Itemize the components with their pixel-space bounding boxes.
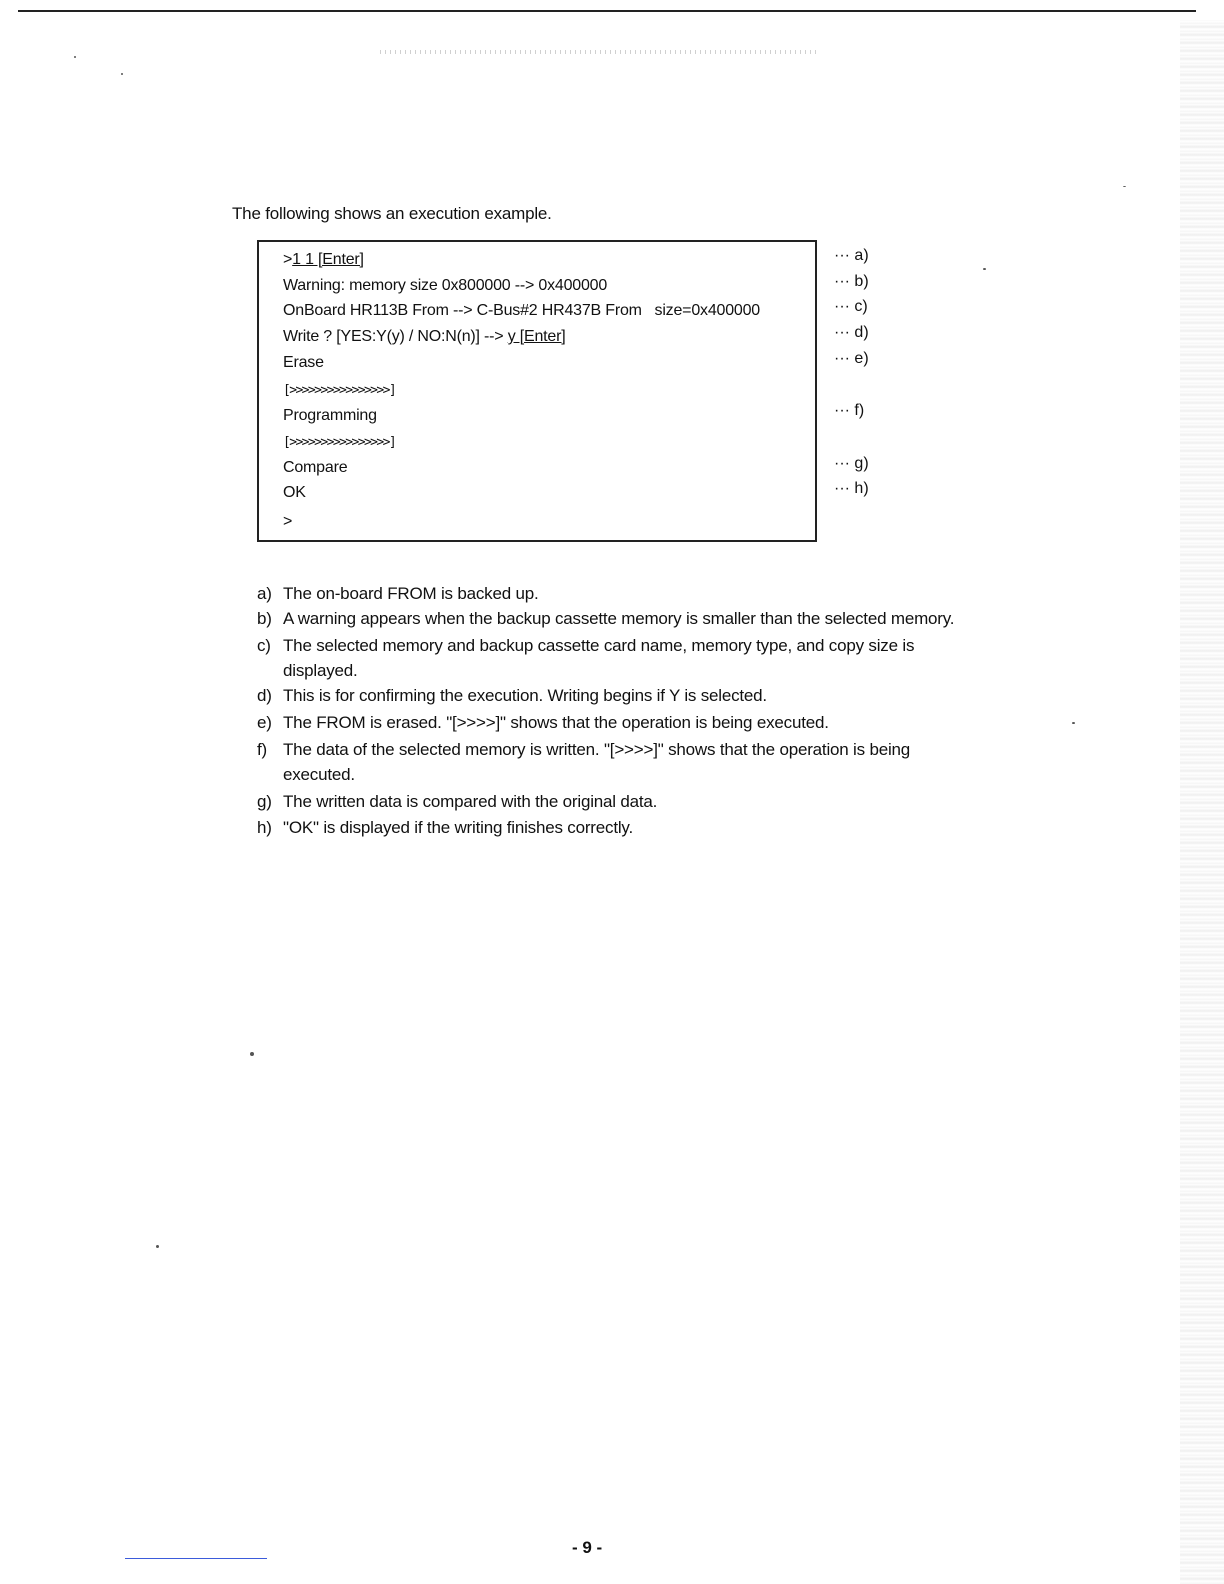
note-text: The written data is compared with the original data. bbox=[283, 792, 658, 811]
note-letter: g) bbox=[257, 792, 272, 811]
intro-text: The following shows an execution example. bbox=[232, 204, 552, 223]
scan-edge-shading bbox=[1180, 20, 1224, 1584]
note-b bbox=[257, 606, 1037, 631]
scan-speck bbox=[983, 268, 986, 270]
console-line-warning: Warning: memory size 0x800000 --> 0x400000 bbox=[283, 277, 608, 294]
marker-a: ··· a) bbox=[834, 247, 869, 264]
note-letter: h) bbox=[257, 818, 272, 837]
console-line-programming-progress: [>>>>>>>>>>>>>>>>] bbox=[283, 435, 396, 450]
note-letter: c) bbox=[257, 636, 271, 655]
note-text: "OK" is displayed if the writing finishes correctly. bbox=[283, 818, 633, 837]
console-example-box bbox=[257, 240, 817, 542]
note-letter: d) bbox=[257, 686, 272, 705]
note-c bbox=[257, 633, 1037, 683]
console-confirm-prompt: Write ? [YES:Y(y) / NO:N(n)] --> bbox=[283, 328, 508, 345]
note-text: This is for confirming the execution. Writing begins if Y is selected. bbox=[283, 686, 767, 705]
console-prompt: > bbox=[283, 251, 293, 268]
note-g bbox=[257, 789, 1037, 814]
note-text: The data of the selected memory is written. "[>>>>]" shows that the operation is being executed. bbox=[283, 740, 911, 784]
console-confirm-input: y [Enter] bbox=[507, 328, 566, 345]
console-line-ok: OK bbox=[283, 484, 306, 501]
scan-speck bbox=[1072, 722, 1075, 724]
marker-h: ··· h) bbox=[834, 480, 869, 497]
scan-speck bbox=[121, 73, 123, 75]
note-letter: e) bbox=[257, 713, 272, 732]
note-letter: a) bbox=[257, 584, 272, 603]
marker-c: ··· c) bbox=[834, 298, 868, 315]
note-f bbox=[257, 737, 1037, 787]
console-line-erase: Erase bbox=[283, 354, 324, 371]
note-text: The on-board FROM is backed up. bbox=[283, 584, 539, 603]
console-line-copy-info: OnBoard HR113B From --> C-Bus#2 HR437B From size=0x400000 bbox=[283, 302, 761, 319]
note-letter: f) bbox=[257, 740, 267, 759]
scan-speck bbox=[250, 1052, 254, 1056]
console-line-confirm bbox=[283, 328, 565, 346]
console-line-programming: Programming bbox=[283, 407, 377, 424]
scan-speck bbox=[74, 56, 76, 58]
note-text: The FROM is erased. "[>>>>]" shows that the operation is being executed. bbox=[283, 713, 829, 732]
marker-b: ··· b) bbox=[834, 273, 869, 290]
note-h bbox=[257, 815, 1037, 840]
scan-artifact-dots bbox=[380, 50, 820, 54]
console-line-compare: Compare bbox=[283, 459, 348, 476]
footer-rule bbox=[125, 1558, 267, 1559]
marker-e: ··· e) bbox=[834, 350, 869, 367]
console-line-final-prompt: > bbox=[283, 513, 293, 530]
console-line-erase-progress: [>>>>>>>>>>>>>>>>] bbox=[283, 383, 396, 398]
note-e bbox=[257, 710, 1037, 735]
page-number: - 9 - bbox=[572, 1538, 603, 1557]
note-text: The selected memory and backup cassette card name, memory type, and copy size is displayed. bbox=[283, 636, 915, 680]
note-text: A warning appears when the backup cassette memory is smaller than the selected memory. bbox=[283, 609, 955, 628]
scan-speck bbox=[1123, 186, 1126, 187]
marker-d: ··· d) bbox=[834, 324, 869, 341]
marker-f: ··· f) bbox=[834, 402, 865, 419]
marker-g: ··· g) bbox=[834, 455, 869, 472]
top-rule bbox=[18, 10, 1196, 12]
note-a bbox=[257, 581, 1037, 606]
note-letter: b) bbox=[257, 609, 272, 628]
scan-speck bbox=[156, 1245, 159, 1248]
console-user-input: 1 1 [Enter] bbox=[292, 251, 364, 268]
console-line-command bbox=[283, 251, 364, 269]
note-d bbox=[257, 683, 1037, 708]
